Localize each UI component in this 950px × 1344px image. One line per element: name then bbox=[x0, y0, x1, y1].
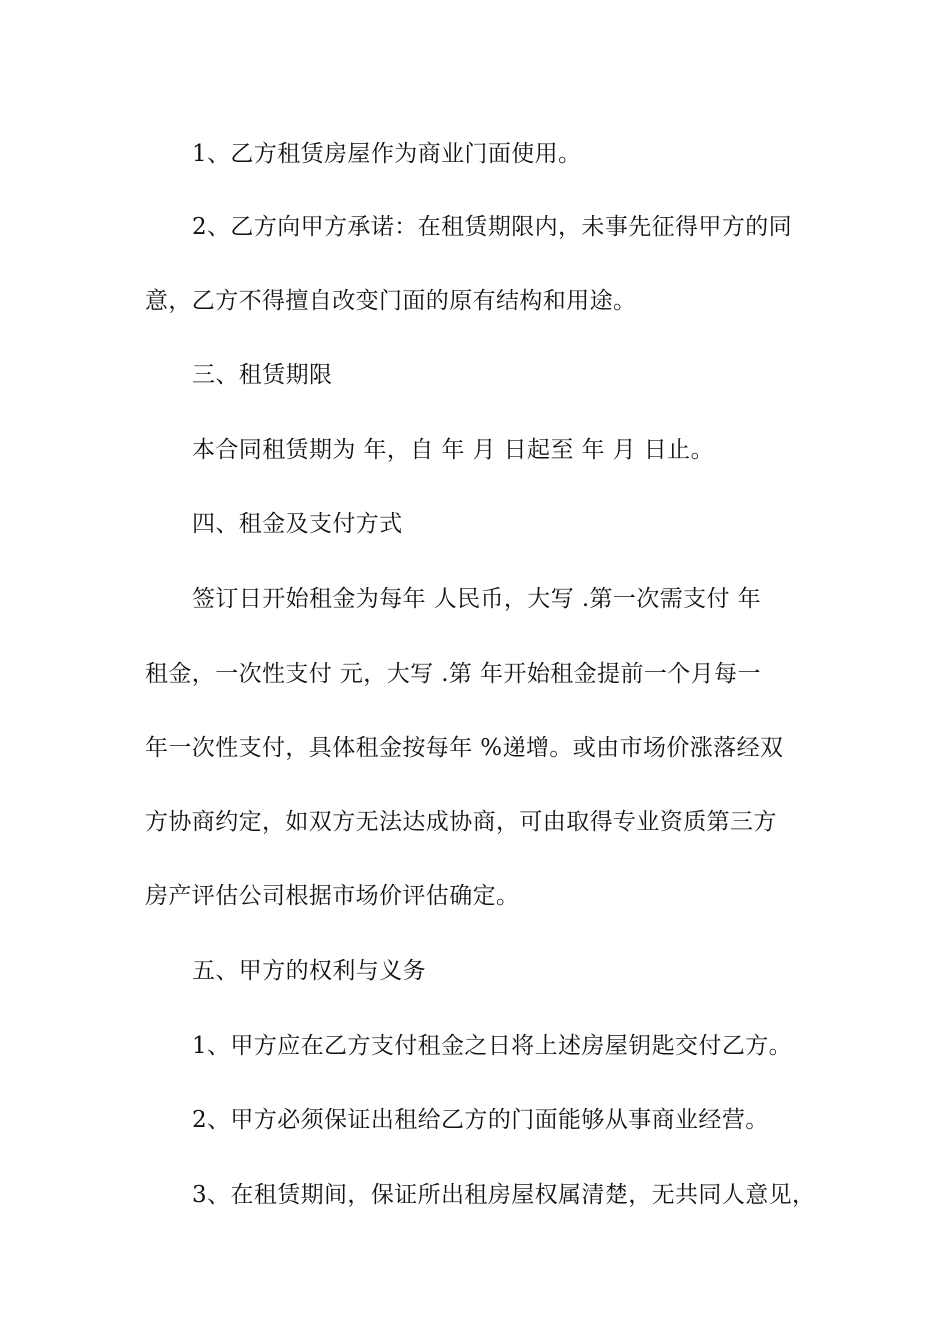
party-a-clause-1: 1、甲方应在乙方支付租金之日将上述房屋钥匙交付乙方。 bbox=[192, 1033, 793, 1059]
rent-text-line-2: 租金，一次性支付 元，大写 .第 年开始租金提前一个月每一 bbox=[145, 661, 761, 687]
clause-use-2-line-1: 2、乙方向甲方承诺：在租赁期限内，未事先征得甲方的同 bbox=[192, 214, 793, 240]
lease-term-text: 本合同租赁期为 年，自 年 月 日起至 年 月 日止。 bbox=[192, 437, 714, 463]
clause-use-2-line-2: 意，乙方不得擅自改变门面的原有结构和用途。 bbox=[145, 288, 637, 314]
party-a-clause-2: 2、甲方必须保证出租给乙方的门面能够从事商业经营。 bbox=[192, 1107, 769, 1133]
rent-text-line-5: 房产评估公司根据市场价评估确定。 bbox=[145, 883, 520, 909]
rent-text-line-4: 方协商约定，如双方无法达成协商，可由取得专业资质第三方 bbox=[145, 809, 777, 835]
section-heading-lease-term: 三、租赁期限 bbox=[192, 362, 333, 388]
clause-use-1: 1、乙方租赁房屋作为商业门面使用。 bbox=[192, 141, 582, 167]
rent-text-line-1: 签订日开始租金为每年 人民币，大写 .第一次需支付 年 bbox=[192, 586, 762, 612]
rent-text-line-3: 年一次性支付，具体租金按每年 %递增。或由市场价涨落经双 bbox=[145, 735, 784, 761]
party-a-clause-3: 3、在租赁期间，保证所出租房屋权属清楚，无共同人意见， bbox=[192, 1182, 816, 1208]
section-heading-party-a-rights: 五、甲方的权利与义务 bbox=[192, 958, 426, 984]
section-heading-rent-payment: 四、租金及支付方式 bbox=[192, 511, 403, 537]
